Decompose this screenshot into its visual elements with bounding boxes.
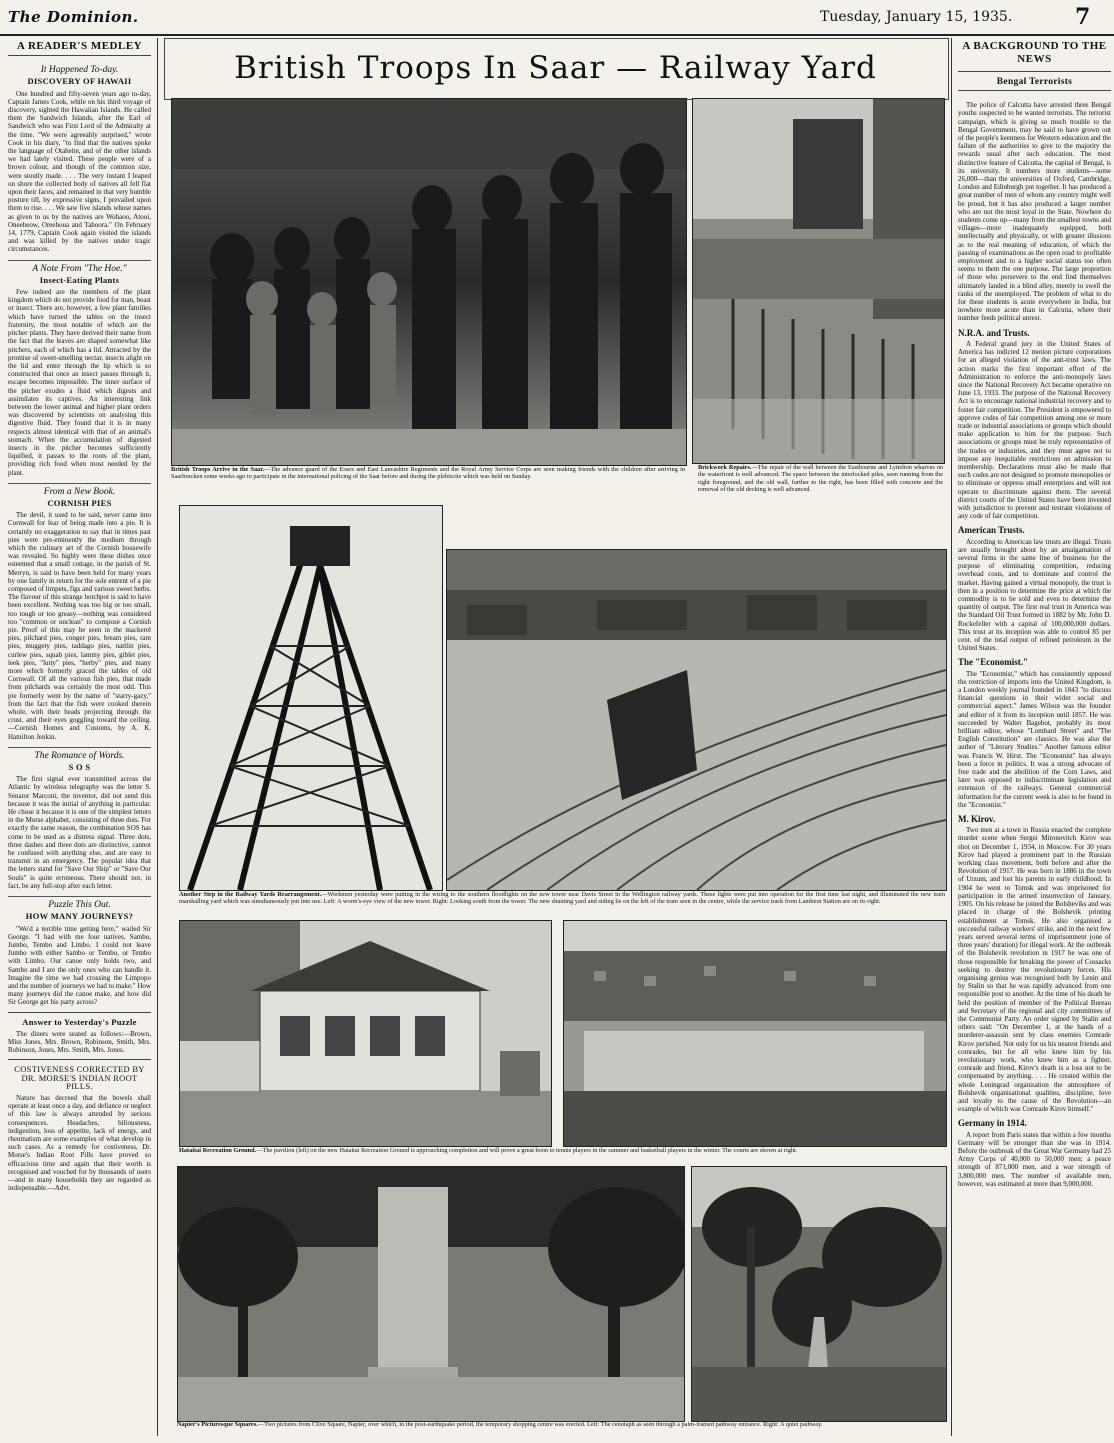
article-germany: A report from Paris states that within a few months Germany will be stronger than she was in 1914. Before the outbreak of the Great War Germany had 25 Army Corps of 40,000 to 50,000 men; a peace strength of 871,000 men, and a war strength of 3,800,000 men. The number of available men, however, was estimated at more than 9,000,000. bbox=[958, 1130, 1111, 1188]
caption-railway bbox=[179, 891, 945, 917]
heading-hawaii: DISCOVERY OF HAWAII bbox=[27, 76, 132, 87]
advert-text: Nature has decreed that the bowels shall operate at least once a day, and defiance or neglect of this law is always attended by serious consequences. Headaches, biliousness, indigestion, loss of appetite, lack of energy, and rheumatism are some examples of what develop in such cases. As a remedy for costiveness, Dr. Morse's Indian Root Pills have proved so efficacious time and again that their worth is recognised and vouched for by thousands of users—and in many households they are regarded as indispensable.—Advt. bbox=[8, 1093, 151, 1193]
caption-saar-text: —The advance guard of the Essex and East Lancashire Regiments and the Royal Army Service Corps are seen making friends with the children after arriving in Saarbrucken some weeks ago to participate in the international policing of the Saar before and during the plebiscite which was held on Sunday. bbox=[171, 466, 685, 481]
heading-sos: S O S bbox=[68, 762, 91, 773]
caption-saar-title: British Troops Arrive in the Saar. bbox=[171, 466, 265, 473]
article-answer: The diners were seated as follows:—Brown, Miss Jones, Mrs. Brown, Robinson, Smith, Mrs. Robinson, Jones, Mrs. Smith, Mrs. Jones. bbox=[8, 1029, 151, 1055]
issue-date: Tuesday, January 15, 1935. bbox=[820, 9, 1013, 25]
caption-rail-text: —Workmen yesterday were putting in the wiring to the southern floodlights on the new tower near Davis Street in the Wellington railway yards. These lights were put into operation for the first time last night, and illuminated the new train marshalling yard which was simultaneously put into use. Left: A worm's-eye view of the new tower. Right: Looking south from the tower. The new shunting yard and siding lie on the left of the train seen in the centre, while the service track from Lambton Station are on its right. bbox=[179, 891, 945, 906]
article-kirov: Two men at a town in Russia enacted the complete murder scene when Sergei Mironovitch Kirov was shot on December 1, 1934, in Moscow. For 30 years Kirov had played a prominent part in the Russian working class movement, both before and after the Revolution of 1917. He was born in 1886 in the town of Urzum, and lost his parents in early childhood. In 1904 he went to Tomsk and was imprisoned for participation in the armed insurrection of January, 1905. On his release he joined the Bolsheviks and was placed in charge of the Bolshevik printing establishment at Tomsk. He also organised a successful railway workers' strike, and in the next few years served several terms of imprisonment (one of three years' duration) for illegal work. At the outbreak of the Bolshevik revolution in 1917 he was one of those responsible for breaking the power of Cossacks seeking to destroy the revolutionary forces. His organising genius was recognised both by Lenin and by Stalin so that he was rapidly advanced from one responsible post to another. At the time of his death he held the position of member of the Political Bureau and Secretary of the regional and city committees of the Communist Party. An order signed by Stalin and others said: "On December 1, at the hands of a murderer-assassin sent by class enemies Comrade Kirov perished. Not only for us his nearest friends and comrades, but for all who knew him by his revolutionary work, who knew him as a fighter, comrade and friend, Kirov's death is a loss not to be compensated by anything. . . . He created within the whole Leningrad organisation the atmosphere of Bolshevik organisational qualities, discipline, love and loyalty to the cause of the Revolution—an example of which was Comrade Kirov himself." bbox=[958, 826, 1111, 1114]
heading-american-trusts: American Trusts. bbox=[958, 525, 1025, 536]
caption-napier-text: —Two pictures from Clive Square, Napier, over which, in the post-earthquake period, the temporary shopping centre was erected. Left: The cenotaph as seen through a palm-framed pathway entrance. Right: A quiet pathway. bbox=[257, 1421, 823, 1428]
photo-pathway bbox=[691, 1166, 947, 1422]
kicker-insect: A Note From "The Hoe." bbox=[8, 260, 151, 273]
article-cornish: The devil, it used to be said, never came into Cornwall for fear of being made into a pie. It is certainly no exaggeration to say that in times past pies were pre-eminently the medium through which the culinary art of the Cornish housewife was revealed. So highly were these dishes once esteemed that a small cottage, in the parish of St. Merryn, is said to have been held for many years by one family in return for the sole entrent of a pie composed of limpets, figs and various sweet herbs. The flavour of this strange hotchpot is said to have been excellent. Nothing was too big or too small, too tough or too greasy—nothing was considered too "common or unclean" to compose a Cornish pie. Proof of this may be seen in the mackerel pies, pilchard pies, conger pies, bream pies, ram pies, muggety pies, taddago pies, nattlin pies, curlew pies, squab pies, lammy pies, giblet pies, leek pies, "lutty" pies, "herby" pies, and many more which formerly graced the tables of old Cornwall. Of all the various fish pies, that made from pilchards was certainly the most odd. This pie formerly went by the name of "starry-gazy," from the fact that the fish were cooked therein whole, with their heads projecting through the crust, and their eyes goggling toward the ceiling.—Cornish Homes and Customs, by A. K. Hamilton Jenkin. bbox=[8, 511, 151, 741]
photo-pavilion bbox=[179, 920, 552, 1147]
caption-napier-title: Napier's Picturesque Squares. bbox=[177, 1421, 258, 1428]
right-column-title: A BACKGROUND TO THE NEWS bbox=[958, 40, 1111, 72]
article-economist: The "Economist," which has consistently opposed the restriction of imports into the United Kingdom, is a London weekly journal founded in 1843 "to discuss financial questions in their wider social and commercial aspect." James Wilson was the founder and editor of it from its inception until 1857. He was succeeded by Walter Bagehot, probably its most brilliant editor, whose "Lombard Street" and "The English Constitution" are classics. He was also the author of "Literary Studies." Another famous editor was Francis W. Hirst. The "Economist" has always been a force in politics. It was a strong advocate of free trade and the abolition of the Corn Laws, and later was opposed to indiscriminate legislation and extension of the railways. General commercial information for the current week is also to be found in the "Economist." bbox=[958, 669, 1111, 809]
kicker-puzzle: Puzzle This Out. bbox=[8, 896, 151, 909]
caption-hataitai bbox=[179, 1147, 945, 1165]
photo-railway-yard bbox=[446, 549, 947, 891]
article-nra: A Federal grand jury in the United States of America has indicted 12 motion picture corporations for an alleged violation of the anti-trust laws. The action marks the first important effort of the Administration to enforce the anti-monopoly laws since the National Recovery Act became operative on June 13, 1933. The purpose of the National Recovery Act is to encourage national industrial recovery and to foster fair competition. The President is empowered to approve codes of fair competition among one or more trade or industrial associations or groups which should make application to him for the purpose. Such associations or groups must be truly representative of the trades or industries, and they must agree not to impose any inequitable restrictions on admission to membership. Declarations must also be made that such codes are not designed to promote monopolies or to eliminate or oppress small enterprises and will not operate to discriminate against them. The several district courts of the United States have been invested with jurisdiction to prevent and restrain violations of any code of fair competition. bbox=[958, 339, 1111, 521]
page-headline: British Troops In Saar — Railway Yard bbox=[234, 50, 877, 86]
right-column bbox=[951, 38, 1111, 1436]
kicker-sos: The Romance of Words. bbox=[8, 747, 151, 760]
caption-hataitai-text: —The pavilion (left) on the new Hataitai Recreation Ground is approaching completion and will prove a great boon to tennis players in the summer and basketball players in the winter. The courts are shown at right. bbox=[256, 1147, 798, 1154]
photo-saar-troops bbox=[171, 98, 687, 466]
heading-cornish: CORNISH PIES bbox=[47, 497, 112, 508]
caption-rail-title: Another Step in the Railway Yards Rearrangement. bbox=[179, 891, 322, 898]
page-number: 7 bbox=[1075, 4, 1091, 30]
caption-brick-title: Brickwork Repairs. bbox=[698, 464, 752, 471]
article-puzzle: "We'd a terrible time getting here," wailed Sir George. "I had with me four natives, Sambo, Jumbo, Tembo and Limbo. I could not leave Jumbo with either Sambo or Tembo, or Tembo with Limbo. Our canoe only holds two, and Sambo and I are the only ones who can handle it. Imagine the time we had crossing the Limpopo and the number of journeys we had to make." How many journeys did the canoe make, and how did Sir George get his party across? bbox=[8, 924, 151, 1007]
article-hawaii: One hundred and fifty-seven years ago to-day, Captain James Cook, while on his third voyage of discovery, sighted the Hawaiian Islands. He called them the Sandwich Islands, after the Earl of Sandwich who was First Lord of the Admiralty at the time. "We were agreeably surprised," wrote Cook in his diary, "to find that the natives spoke the language of Otaheite, and of the other islands we had lately visited. These people were of a brown colour, and though of the common size, were stoutly made. . . . The very instant I leaped on shore the collected body of natives all fell flat upon their faces, and remained in that very humble posture till, by expressive signs, I prevailed upon them to rise. . . . We saw five islands whose names as given to us by the natives are Wohaoo, Atooi, Oneeheow, Oreehoua and Tahoora." On February 14, 1779, Captain Cook again visited the islands and was killed by the natives under tragic circumstances. bbox=[8, 89, 151, 254]
caption-brick-text: —The repair of the wall between the Eastbourne and Lyttelton wharves on the waterfront is well advanced. The space between the interlocked piles, seen running from the right foreground, and the old wall, further to the right, has been filled with concrete and the removal of the old decking is well advanced. bbox=[698, 464, 943, 494]
divider bbox=[8, 1012, 151, 1013]
article-bengal: The police of Calcutta have arrested three Bengal youths suspected to be wanted terrorists. The terrorist campaign, which is giving so much trouble to the Bengal Government, may be said to have grown out of the people's keenness for Western education and the failure of the authorities to give to the majority the rewards usual after such education. The most distinctive feature of Calcutta, the capital of Bengal, is its university. It numbers more students—some 26,000—than the universities of Oxford, Cambridge, London and Edinburgh put together. It has produced a great number of men of whom any country might well be proud, but it has also produced a larger number who are not the most loyal in the State. Nowhere do students come up—many from the smallest towns and villages—more inadequately equipped, both intellectually and physically, or with greater illusions as to the real meaning of education, of which the passing of examinations as the open road to profitable employment and to a higher social status too often seems to them the one purpose. The large proportion of those who persevere to the end find themselves ultimately landed in a blind alley, merely to swell the ranks of the unemployed. The problem of what to do for these students is acute everywhere in India, but nowhere more acute than in Calcutta, where their number feeds political unrest. bbox=[958, 101, 1111, 323]
article-sos: The first signal ever transmitted across the Atlantic by wireless telegraphy was the letter S. Senator Marconi, the inventor, did not send this because it was the initial of anything in particular. He chose it because it is one of the simplest letters in the Morse alphabet, consisting of three dots. For exactly the same reason, the combination SOS has come to be used as a distress signal. Three dots, three dashes and three dots are distinctive, cannot be confused with anything else, and are easy to transmit in an emergency. The popular idea that the letters stand for "Save Our Ship" or "Save Our Souls" is quite erroneous. There should not, in fact, be any full-stop after each letter. bbox=[8, 775, 151, 890]
heading-nra: N.R.A. and Trusts. bbox=[958, 327, 1030, 338]
heading-puzzle: HOW MANY JOURNEYS? bbox=[25, 911, 134, 922]
photo-cenotaph bbox=[177, 1166, 685, 1422]
left-column-title: A READER'S MEDLEY bbox=[8, 42, 151, 56]
article-insect: Few indeed are the members of the plant kingdom which do not provide food for man, beast or insect. There are, however, a few plant families which have turned the tables on the insect fraternity, the most notable of which are the pitcher plants. They have derived their name from the fact that the leaves are shaped somewhat like pitchers, each of which has a lid. Attracted by the promise of sweet-smelling nectar, insects alight on the lid and enter through the lip which is so constructed that once an insect passes through it, escape becomes impossible. The inner surface of the pitcher exudes a fluid which digests and assimilates its captives. An interesting link between the lower animal and higher plant orders was discovered by scientists on analysing this digestive fluid. They found that it is in many respects almost identical with that of an animal's stomach. When the accumulation of digested insects in the pitcher becomes sufficiently liquified, it passes to the roots of the plant, providing rich food when most needed by the plant. bbox=[8, 288, 151, 477]
newspaper-name: The Dominion. bbox=[8, 8, 139, 26]
kicker-cornish: From a New Book. bbox=[8, 483, 151, 496]
photo-brickwork bbox=[692, 98, 945, 464]
photo-courts bbox=[563, 920, 947, 1147]
heading-answer: Answer to Yesterday's Puzzle bbox=[22, 1016, 137, 1027]
divider bbox=[8, 1059, 151, 1060]
heading-economist: The "Economist." bbox=[958, 657, 1028, 668]
caption-hataitai-title: Hataitai Recreation Ground. bbox=[179, 1147, 257, 1154]
article-american-trusts: According to American law trusts are illegal. Trusts are usually brought about by an amalgamation of several firms in the same line of business for the purpose of eliminating competition, reducing overhead costs, and to dominate and control the market. Having gained a virtual monopoly, the trust is then in a position to determine the price at which the commodity is to be sold and even to determine the quantity of output. The first real trust in America was the Standard Oil Trust formed in 1882 by Mr. John D. Rockefeller with a capital of 100,000,000 dollars. This trust at its inception was able to control 85 per cent. of the total output of refined petroleum in the United States. bbox=[958, 537, 1111, 653]
heading-insect: Insect-Eating Plants bbox=[39, 274, 120, 285]
heading-bengal: Bengal Terrorists bbox=[958, 78, 1111, 91]
heading-germany: Germany in 1914. bbox=[958, 1118, 1027, 1129]
kicker-hawaii: It Happened To-day. bbox=[40, 65, 119, 76]
caption-napier bbox=[177, 1421, 945, 1439]
left-column bbox=[8, 38, 158, 1436]
masthead bbox=[0, 0, 1114, 36]
photo-tower bbox=[179, 505, 443, 891]
advert-title: COSTIVENESS CORRECTED BY DR. MORSE'S INDIAN ROOT PILLS. bbox=[14, 1064, 145, 1091]
heading-kirov: M. Kirov. bbox=[958, 814, 996, 825]
caption-brickwork bbox=[698, 464, 943, 498]
caption-saar bbox=[171, 466, 685, 496]
